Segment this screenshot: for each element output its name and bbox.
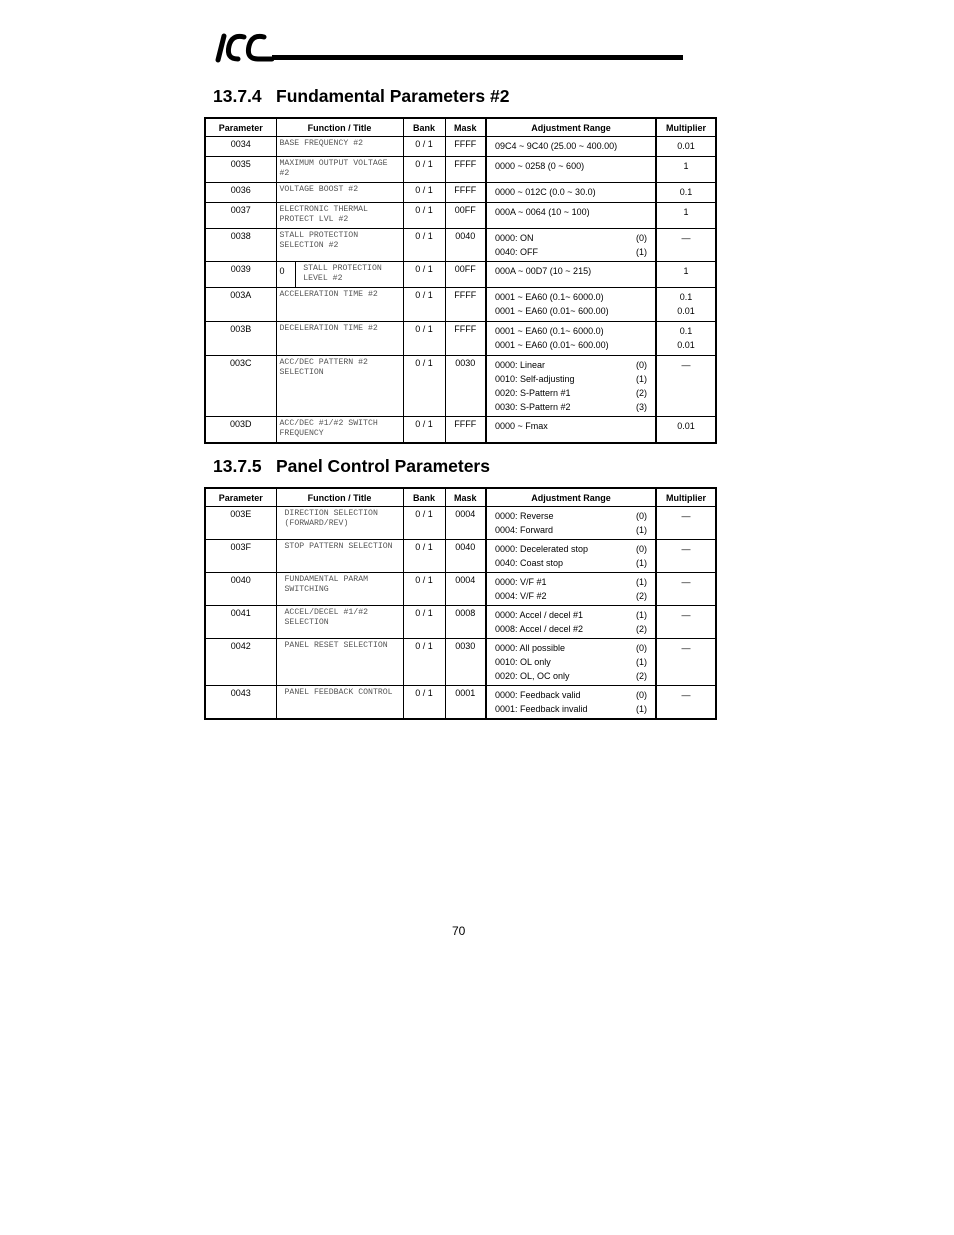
adjustment-range-cell xyxy=(486,356,656,417)
bank-cell: 0 / 1 xyxy=(403,203,445,229)
range-text: 000A ~ 00D7 (10 ~ 215) xyxy=(495,266,592,276)
multiplier-cell xyxy=(656,322,716,356)
adjustment-range-cell xyxy=(486,606,656,639)
section-title: Fundamental Parameters #2 xyxy=(276,86,510,106)
range-option xyxy=(495,159,647,173)
col-mask-header: Mask xyxy=(445,488,486,507)
table-body xyxy=(205,507,716,720)
range-text: 0001 ~ EA60 (0.01~ 600.00) xyxy=(495,306,609,316)
parameter-cell: 0037 xyxy=(205,203,276,229)
range-value: (2) xyxy=(636,388,647,398)
range-option xyxy=(495,231,647,245)
mask-cell: 00FF xyxy=(445,262,486,288)
adjustment-range-cell xyxy=(486,137,656,157)
adjustment-range-cell xyxy=(486,229,656,262)
function-title: PANEL RESET SELECTION xyxy=(284,641,388,650)
range-text: 0010: OL only xyxy=(495,657,551,667)
multiplier-cell xyxy=(656,606,716,639)
range-value: (0) xyxy=(636,643,647,653)
function-title: STALL PROTECTION SELECTION #2 xyxy=(279,231,359,250)
section-number: 13.7.5 xyxy=(213,456,262,476)
function-cell xyxy=(276,157,403,183)
range-option xyxy=(495,509,647,523)
table-row xyxy=(205,229,716,262)
table-row xyxy=(205,639,716,686)
multiplier-value: 0.01 xyxy=(677,421,695,431)
multiplier-value: — xyxy=(681,643,691,653)
range-value: (3) xyxy=(636,402,647,412)
range-text: 0020: S-Pattern #1 xyxy=(495,388,571,398)
multiplier-cell xyxy=(656,183,716,203)
parameter-cell: 003A xyxy=(205,288,276,322)
multiplier-value: — xyxy=(681,577,691,587)
col-multiplier-header: Multiplier xyxy=(656,488,716,507)
bank-cell: 0 / 1 xyxy=(403,183,445,203)
range-option xyxy=(495,205,647,219)
mask-cell: FFFF xyxy=(445,183,486,203)
adjustment-range-cell xyxy=(486,203,656,229)
multiplier-value: — xyxy=(681,233,691,243)
range-option xyxy=(495,556,647,570)
parameter-cell: 0036 xyxy=(205,183,276,203)
bank-cell: 0 / 1 xyxy=(403,288,445,322)
function-title: BASE FREQUENCY #2 xyxy=(279,139,364,148)
range-value: (0) xyxy=(636,690,647,700)
adjustment-range-cell xyxy=(486,507,656,540)
parameter-cell: 0043 xyxy=(205,686,276,720)
multiplier-cell xyxy=(656,262,716,288)
parameter-cell: 003C xyxy=(205,356,276,417)
mask-cell: 0001 xyxy=(445,686,486,720)
range-text: 0004: Forward xyxy=(495,525,554,535)
bank-cell: 0 / 1 xyxy=(403,417,445,444)
range-value: (1) xyxy=(636,657,647,667)
parameter-cell: 0042 xyxy=(205,639,276,686)
bank-cell: 0 / 1 xyxy=(403,137,445,157)
adjustment-range-cell xyxy=(486,262,656,288)
range-value: (2) xyxy=(636,671,647,681)
range-text: 0030: S-Pattern #2 xyxy=(495,402,571,412)
range-text: 0000: Reverse xyxy=(495,511,554,521)
multiplier-cell xyxy=(656,507,716,540)
function-title: STOP PATTERN SELECTION xyxy=(284,542,393,551)
parameter-cell: 0034 xyxy=(205,137,276,157)
adjustment-range-cell xyxy=(486,639,656,686)
col-mask-header: Mask xyxy=(445,118,486,137)
adjustment-range-cell xyxy=(486,573,656,606)
range-option xyxy=(495,139,647,153)
parameter-cell: 0040 xyxy=(205,573,276,606)
parameter-cell: 0038 xyxy=(205,229,276,262)
table-body xyxy=(205,137,716,444)
table-row xyxy=(205,573,716,606)
range-text: 0001: Feedback invalid xyxy=(495,704,588,714)
bank-cell: 0 / 1 xyxy=(403,540,445,573)
range-text: 0000: Accel / decel #1 xyxy=(495,610,584,620)
range-text: 0000 ~ Fmax xyxy=(495,421,548,431)
table-row xyxy=(205,157,716,183)
multiplier-cell xyxy=(656,203,716,229)
table-row xyxy=(205,137,716,157)
function-cell xyxy=(276,507,403,540)
range-option xyxy=(495,608,647,622)
fundamental-parameters-table xyxy=(204,117,717,444)
mask-cell: FFFF xyxy=(445,157,486,183)
range-text: 0000: V/F #1 xyxy=(495,577,547,587)
range-value: (1) xyxy=(636,525,647,535)
function-title: PANEL FEEDBACK CONTROL xyxy=(284,688,393,697)
col-function-title-header: Function / Title xyxy=(276,118,403,137)
adjustment-range-cell xyxy=(486,540,656,573)
bank-cell: 0 / 1 xyxy=(403,262,445,288)
level-value: 0 xyxy=(277,262,297,287)
range-text: 0000 ~ 012C (0.0 ~ 30.0) xyxy=(495,187,596,197)
function-title: STALL PROTECTION LEVEL #2 xyxy=(303,264,382,283)
range-option xyxy=(495,419,647,433)
section-heading xyxy=(213,456,490,477)
function-cell xyxy=(276,540,403,573)
multiplier-value: 0.1 xyxy=(679,326,693,336)
parameter-cell: 003B xyxy=(205,322,276,356)
function-title: ACC/DEC #1/#2 SWITCH FREQUENCY xyxy=(279,419,378,438)
range-value: (2) xyxy=(636,591,647,601)
adjustment-range-cell xyxy=(486,686,656,720)
panel-control-parameters-table xyxy=(204,487,717,720)
multiplier-value: — xyxy=(681,610,691,620)
range-text: 0020: OL, OC only xyxy=(495,671,570,681)
mask-cell: 0008 xyxy=(445,606,486,639)
col-multiplier-header: Multiplier xyxy=(656,118,716,137)
section-heading xyxy=(213,86,509,107)
function-title: ACC/DEC PATTERN #2 SELECTION xyxy=(279,358,368,377)
range-option xyxy=(495,304,647,318)
range-option xyxy=(495,400,647,414)
range-text: 0040: OFF xyxy=(495,247,539,257)
multiplier-value: 0.1 xyxy=(679,292,693,302)
col-function-title-header: Function / Title xyxy=(276,488,403,507)
function-cell xyxy=(276,322,403,356)
range-option xyxy=(495,372,647,386)
function-title: ELECTRONIC THERMAL PROTECT LVL #2 xyxy=(279,205,368,224)
multiplier-value: — xyxy=(681,511,691,521)
bank-cell: 0 / 1 xyxy=(403,573,445,606)
multiplier-value: — xyxy=(681,360,691,370)
multiplier-cell xyxy=(656,137,716,157)
range-option xyxy=(495,575,647,589)
table-row xyxy=(205,417,716,444)
range-option xyxy=(495,542,647,556)
mask-cell: 0040 xyxy=(445,540,486,573)
mask-cell: FFFF xyxy=(445,288,486,322)
range-value: (0) xyxy=(636,360,647,370)
multiplier-cell xyxy=(656,639,716,686)
section-number: 13.7.4 xyxy=(213,86,262,106)
multiplier-value: 1 xyxy=(683,207,689,217)
multiplier-value: — xyxy=(681,544,691,554)
function-title: ACCELERATION TIME #2 xyxy=(279,290,378,299)
range-text: 0000: Decelerated stop xyxy=(495,544,589,554)
multiplier-cell xyxy=(656,686,716,720)
function-title: FUNDAMENTAL PARAM SWITCHING xyxy=(284,575,369,594)
range-text: 0008: Accel / decel #2 xyxy=(495,624,584,634)
range-value: (0) xyxy=(636,233,647,243)
adjustment-range-cell xyxy=(486,183,656,203)
col-parameter-header: Parameter xyxy=(205,118,276,137)
bank-cell: 0 / 1 xyxy=(403,356,445,417)
function-cell xyxy=(276,137,403,157)
table-row xyxy=(205,262,716,288)
range-text: 09C4 ~ 9C40 (25.00 ~ 400.00) xyxy=(495,141,618,151)
mask-cell: FFFF xyxy=(445,322,486,356)
parameter-cell: 003F xyxy=(205,540,276,573)
adjustment-range-cell xyxy=(486,322,656,356)
table-row xyxy=(205,686,716,720)
col-adjustment-range-header: Adjustment Range xyxy=(486,488,656,507)
range-value: (1) xyxy=(636,704,647,714)
multiplier-cell xyxy=(656,417,716,444)
col-bank-header: Bank xyxy=(403,488,445,507)
function-cell xyxy=(276,356,403,417)
range-value: (1) xyxy=(636,558,647,568)
range-text: 0004: V/F #2 xyxy=(495,591,547,601)
function-title: ACCEL/DECEL #1/#2 SELECTION xyxy=(284,608,369,627)
function-cell xyxy=(276,686,403,720)
adjustment-range-cell xyxy=(486,288,656,322)
mask-cell: 0030 xyxy=(445,356,486,417)
adjustment-range-cell xyxy=(486,417,656,444)
table-row xyxy=(205,183,716,203)
header-row xyxy=(205,118,716,137)
range-option xyxy=(495,655,647,669)
multiplier-value: 1 xyxy=(683,161,689,171)
function-cell xyxy=(276,203,403,229)
multiplier-value: — xyxy=(681,690,691,700)
mask-cell: FFFF xyxy=(445,417,486,444)
range-text: 0010: Self-adjusting xyxy=(495,374,575,384)
multiplier-value: 0.01 xyxy=(677,141,695,151)
range-option xyxy=(495,641,647,655)
bank-cell: 0 / 1 xyxy=(403,157,445,183)
range-option xyxy=(495,702,647,716)
table-row xyxy=(205,540,716,573)
range-option xyxy=(495,245,647,259)
table-row xyxy=(205,356,716,417)
page-number: 70 xyxy=(452,924,466,938)
range-option xyxy=(495,264,647,278)
multiplier-value: 0.1 xyxy=(679,187,693,197)
function-cell xyxy=(276,573,403,606)
range-option xyxy=(495,338,647,352)
function-title: VOLTAGE BOOST #2 xyxy=(279,185,359,194)
col-adjustment-range-header: Adjustment Range xyxy=(486,118,656,137)
range-text: 0040: Coast stop xyxy=(495,558,564,568)
multiplier-cell xyxy=(656,573,716,606)
range-text: 0000 ~ 0258 (0 ~ 600) xyxy=(495,161,585,171)
function-title: MAXIMUM OUTPUT VOLTAGE #2 xyxy=(279,159,388,178)
range-value: (1) xyxy=(636,247,647,257)
range-text: 0001 ~ EA60 (0.1~ 6000.0) xyxy=(495,292,604,302)
range-option xyxy=(495,589,647,603)
range-value: (1) xyxy=(636,374,647,384)
bank-cell: 0 / 1 xyxy=(403,639,445,686)
range-value: (2) xyxy=(636,624,647,634)
function-cell xyxy=(276,262,403,288)
function-title: DECELERATION TIME #2 xyxy=(279,324,378,333)
parameter-cell: 0039 xyxy=(205,262,276,288)
function-cell xyxy=(276,417,403,444)
range-option xyxy=(495,324,647,338)
parameter-cell: 0041 xyxy=(205,606,276,639)
range-option xyxy=(495,358,647,372)
mask-cell: 0004 xyxy=(445,507,486,540)
multiplier-cell xyxy=(656,356,716,417)
bank-cell: 0 / 1 xyxy=(403,686,445,720)
range-text: 0001 ~ EA60 (0.1~ 6000.0) xyxy=(495,326,604,336)
range-text: 0001 ~ EA60 (0.01~ 600.00) xyxy=(495,340,609,350)
range-option xyxy=(495,688,647,702)
header-rule xyxy=(272,55,683,60)
table-row xyxy=(205,606,716,639)
bank-cell: 0 / 1 xyxy=(403,322,445,356)
multiplier-cell xyxy=(656,288,716,322)
parameter-cell: 003D xyxy=(205,417,276,444)
range-text: 0000: All possible xyxy=(495,643,566,653)
range-text: 0000: Feedback valid xyxy=(495,690,581,700)
range-value: (0) xyxy=(636,511,647,521)
parameter-cell: 0035 xyxy=(205,157,276,183)
function-cell xyxy=(276,229,403,262)
bank-cell: 0 / 1 xyxy=(403,229,445,262)
parameter-cell: 003E xyxy=(205,507,276,540)
range-text: 000A ~ 0064 (10 ~ 100) xyxy=(495,207,590,217)
icc-logo xyxy=(214,30,274,64)
mask-cell: 0030 xyxy=(445,639,486,686)
section-title: Panel Control Parameters xyxy=(276,456,490,476)
table-row xyxy=(205,322,716,356)
header-row xyxy=(205,488,716,507)
multiplier-value: 1 xyxy=(683,266,689,276)
range-option xyxy=(495,669,647,683)
function-split xyxy=(277,262,403,287)
mask-cell: FFFF xyxy=(445,137,486,157)
bank-cell: 0 / 1 xyxy=(403,606,445,639)
range-value: (0) xyxy=(636,544,647,554)
range-value: (1) xyxy=(636,577,647,587)
table-row xyxy=(205,288,716,322)
multiplier-value: 0.01 xyxy=(677,306,695,316)
range-text: 0000: Linear xyxy=(495,360,546,370)
range-value: (1) xyxy=(636,610,647,620)
table-row xyxy=(205,203,716,229)
col-bank-header: Bank xyxy=(403,118,445,137)
function-title: DIRECTION SELECTION (FORWARD/REV) xyxy=(284,509,378,528)
multiplier-value: 0.01 xyxy=(677,340,695,350)
multiplier-cell xyxy=(656,540,716,573)
mask-cell: 00FF xyxy=(445,203,486,229)
mask-cell: 0040 xyxy=(445,229,486,262)
range-option xyxy=(495,622,647,636)
multiplier-cell xyxy=(656,157,716,183)
function-cell xyxy=(276,606,403,639)
mask-cell: 0004 xyxy=(445,573,486,606)
function-cell xyxy=(276,183,403,203)
range-text: 0000: ON xyxy=(495,233,534,243)
function-cell xyxy=(276,639,403,686)
table-row xyxy=(205,507,716,540)
adjustment-range-cell xyxy=(486,157,656,183)
multiplier-cell xyxy=(656,229,716,262)
range-option xyxy=(495,290,647,304)
range-option xyxy=(495,185,647,199)
range-option xyxy=(495,386,647,400)
bank-cell: 0 / 1 xyxy=(403,507,445,540)
function-cell xyxy=(276,288,403,322)
col-parameter-header: Parameter xyxy=(205,488,276,507)
range-option xyxy=(495,523,647,537)
